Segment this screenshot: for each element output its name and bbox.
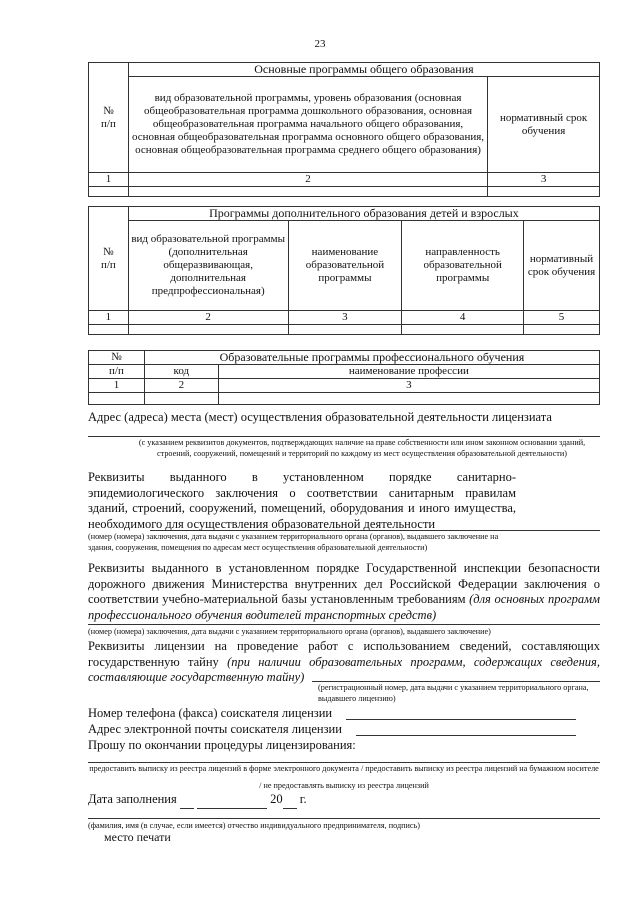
email-field[interactable] xyxy=(356,735,576,736)
t2-num-3: 3 xyxy=(288,311,402,325)
secret-text-italic: (при наличии образовательных программ, содержащих сведения, составляющие государственную тайну) xyxy=(88,654,600,684)
page-number: 23 xyxy=(314,38,326,50)
t3-num-1: 1 xyxy=(89,379,145,393)
table-general-education xyxy=(88,62,600,197)
date-year-suffix: г. xyxy=(296,792,307,806)
table-additional-education xyxy=(88,206,600,335)
t3-empty-cell[interactable] xyxy=(144,393,218,405)
request-label: Прошу по окончании процедуры лицензирования: xyxy=(88,738,356,752)
t2-group-header: Программы дополнительного образования детей и взрослых xyxy=(128,207,599,221)
t3-group-header: Образовательные программы профессионального обучения xyxy=(144,351,599,365)
sanitary-note: (номер (номера) заключения, дата выдачи с указанием территориального органа (органов), выдавшего заключение на здания, сооружения, помещения по адресам мест осуществления образовательной деятельности) xyxy=(88,532,499,552)
table-professional-training xyxy=(88,350,600,405)
gibdd-line[interactable] xyxy=(88,624,600,625)
t1-empty-cell[interactable] xyxy=(488,187,600,197)
address-label: Адрес (адреса) места (мест) осуществления образовательной деятельности лицензиата xyxy=(88,410,552,424)
t3-num-3: 3 xyxy=(218,379,599,393)
t2-col4-header: направленность образовательной программы xyxy=(402,221,524,311)
t3-col3-header: наименование профессии xyxy=(218,365,599,379)
gibdd-text: Реквизиты выданного в установленном порядке Государственной инспекции безопасности дорожного движения Министерства внутренних дел Российской Федерации заключения о соответствии учебно-материальной базы установленным требованиям xyxy=(88,561,600,606)
t2-empty-cell[interactable] xyxy=(524,325,600,335)
signature-note: (фамилия, имя (в случае, если имеется) отчество индивидуального предпринимателя, подпись) xyxy=(88,821,420,830)
t2-num-2: 2 xyxy=(128,311,288,325)
date-year-prefix: 20 xyxy=(270,792,283,806)
stamp-label: место печати xyxy=(104,830,171,844)
t3-num-header: № xyxy=(89,351,145,365)
request-options: предоставить выписку из реестра лицензий в форме электронного документа / предоставить выписку из реестра лицензий на бумажном носителе / не предоставлять выписку из реестра лицензий xyxy=(89,764,599,790)
secret-text: Реквизиты лицензии на проведение работ с использованием сведений, составляющих государственную тайну xyxy=(88,639,600,669)
t3-num-2: 2 xyxy=(144,379,218,393)
t3-empty-cell[interactable] xyxy=(218,393,599,405)
phone-label: Номер телефона (факса) соискателя лицензии xyxy=(88,706,333,720)
secret-block xyxy=(88,639,600,686)
t2-col2-header: вид образовательной программы (дополнительная общеразвивающая, дополнительная предпрофессиональная) xyxy=(128,221,288,311)
address-note: (с указанием реквизитов документов, подтверждающих наличие на праве собственности или ином законном основании зданий, строений, сооружений, помещений и территорий по каждому из мест осуществления образовательной деятельности) xyxy=(138,438,586,458)
gibdd-note: (номер (номера) заключения, дата выдачи с указанием территориального органа (органов), выдавшего заключение) xyxy=(88,627,491,636)
t1-group-header: Основные программы общего образования xyxy=(128,63,599,77)
t2-col5-header: нормативный срок обучения xyxy=(524,221,600,311)
t2-empty-cell[interactable] xyxy=(402,325,524,335)
t1-col3-header: нормативный срок обучения xyxy=(488,77,600,173)
t2-num-4: 4 xyxy=(402,311,524,325)
t1-col2-header: вид образовательной программы, уровень образования (основная общеобразовательная программа дошкольного образования, основная общеобразовательная программа начального общего образования, основная общеобразовательная программа основного общего образования, основная общеобразовательная программа среднего общего образования) xyxy=(128,77,487,173)
date-label: Дата заполнения xyxy=(88,792,177,806)
t3-col2-header: код xyxy=(144,365,218,379)
t1-num-1: 1 xyxy=(89,173,129,187)
t1-empty-cell[interactable] xyxy=(128,187,487,197)
t3-num-header-2: п/п xyxy=(89,365,145,379)
t2-num-1: 1 xyxy=(89,311,129,325)
gibdd-block xyxy=(88,561,600,623)
date-day-field[interactable] xyxy=(180,792,194,809)
signature-line[interactable] xyxy=(88,818,600,819)
email-label: Адрес электронной почты соискателя лицензии xyxy=(88,722,342,736)
t2-num-5: 5 xyxy=(524,311,600,325)
date-month-field[interactable] xyxy=(197,792,267,809)
date-year-field[interactable] xyxy=(283,792,297,809)
t3-empty-cell[interactable] xyxy=(89,393,145,405)
phone-field[interactable] xyxy=(346,719,576,720)
t2-col3-header: наименование образовательной программы xyxy=(288,221,402,311)
t2-num-header: № п/п xyxy=(89,207,129,311)
t1-num-header: № п/п xyxy=(89,63,129,173)
date-row xyxy=(88,792,307,809)
t2-empty-cell[interactable] xyxy=(288,325,402,335)
t1-num-2: 2 xyxy=(128,173,487,187)
t1-num-3: 3 xyxy=(488,173,600,187)
t1-empty-cell[interactable] xyxy=(89,187,129,197)
secret-note: (регистрационный номер, дата выдачи с указанием территориального органа, выдавшего лицензию) xyxy=(318,683,589,703)
t2-empty-cell[interactable] xyxy=(128,325,288,335)
gibdd-text-italic: (для основных программ профессионального обучения водителей транспортных средств) xyxy=(88,592,601,622)
t2-empty-cell[interactable] xyxy=(89,325,129,335)
sanitary-text: Реквизиты выданного в установленном порядке санитарно-эпидемиологического заключения о соответствии санитарным правилам зданий, строений, сооружений, помещений, оборудования и иного имущества, необходимого для осуществления образовательной деятельности xyxy=(88,470,516,531)
